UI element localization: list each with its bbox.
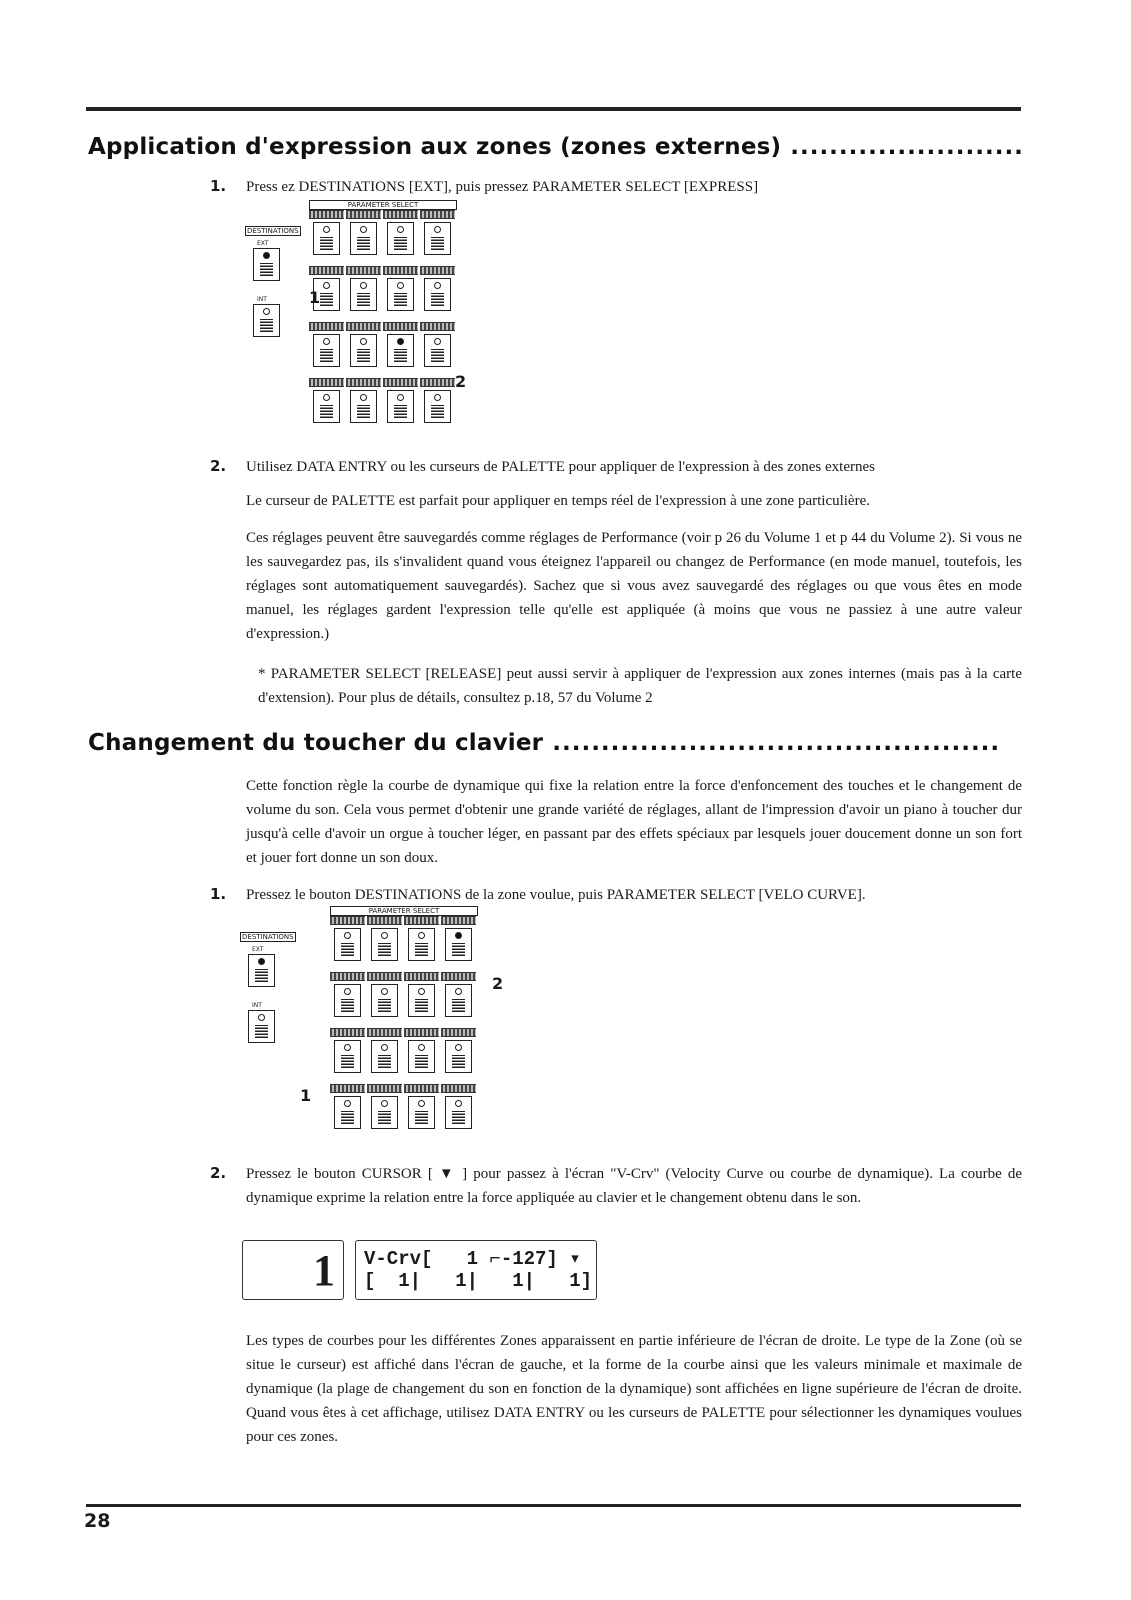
param-label: [309, 210, 344, 219]
param-label: [367, 972, 402, 981]
parameter-select-button[interactable]: [445, 1096, 472, 1129]
parameter-select-button[interactable]: [445, 1040, 472, 1073]
param-label: [330, 1028, 365, 1037]
param-label: [346, 322, 381, 331]
top-rule: [86, 107, 1021, 111]
lcd-zone-type: 1: [313, 1246, 335, 1295]
parameter-select-label: PARAMETER SELECT: [309, 200, 457, 210]
param-label: [404, 1084, 439, 1093]
parameter-select-label: PARAMETER SELECT: [330, 906, 478, 916]
parameter-select-button[interactable]: [313, 390, 340, 423]
paragraph: Les types de courbes pour les différentes Zones apparaissent en partie inférieure de l'écran de droite. Le type de la Zone (où se situe le curseur) est affiché dans l'écran de gauche, et la forme de la courbe ainsi que les valeurs minimale et maximale de dynamique (la plage de changement du son en fonction de la dynamique) sont affichées en ligne supérieure de l'écran de droite. Quand vous êtes à cet affichage, utilisez DATA ENTRY ou les curseurs de PALETTE pour sélectionner les dynamiques voulues pour ces zones.: [246, 1333, 1022, 1445]
paragraph: Ces réglages peuvent être sauvegardés comme réglages de Performance (voir p 26 du Volume 1 et p 44 du Volume 2). Si vous ne les sauvegardez pas, ils s'invalident quand vous éteignez l'appareil ou changez de Performance (en mode manuel, toutefois, les réglages sont automatiquement sauvegardés). Sachez que si vous avez sauvegardé des réglages ou que vous êtes en mode manuel, les réglages gardent l'expression telle qu'elle est appliquée (à moins que vous ne passiez à une autre valeur d'expression.): [246, 530, 1022, 642]
param-label: [383, 266, 418, 275]
param-label: [383, 322, 418, 331]
paragraph: Cette fonction règle la courbe de dynamique qui fixe la relation entre la force d'enfoncement des touches et le changement de volume du son. Cela vous permet d'obtenir une grande variété de réglages, allant de l'impression d'avoir un piano à toucher dur jusqu'à celle d'avoir un orgue à toucher léger, en passant par des effets spéciaux par lesquels jouer doucement donne un son fort et jouer fort donne un son doux.: [246, 778, 1022, 866]
param-label: [441, 916, 476, 925]
param-label: [309, 378, 344, 387]
param-label: [346, 378, 381, 387]
destinations-ext-button[interactable]: [253, 248, 280, 281]
lcd-line-1: V-Crv[ 1 ⌐‐127] ▾: [364, 1248, 581, 1270]
parameter-select-button[interactable]: [408, 928, 435, 961]
int-label: INT: [252, 1002, 262, 1009]
param-label: [330, 1084, 365, 1093]
panel-diagram-velo-curve: [240, 906, 510, 1136]
parameter-select-button[interactable]: [408, 1040, 435, 1073]
parameter-select-button[interactable]: [387, 390, 414, 423]
paragraph: Le curseur de PALETTE est parfait pour appliquer en temps réel de l'expression à une zone particulière.: [246, 493, 870, 509]
parameter-select-button[interactable]: [387, 222, 414, 255]
note: * PARAMETER SELECT [RELEASE] peut aussi servir à appliquer de l'expression aux zones internes (mais pas à la carte d'extension). Pour plus de détails, consultez p.18, 57 du Volume 2: [258, 666, 1022, 706]
parameter-select-button[interactable]: [408, 984, 435, 1017]
param-label: [330, 972, 365, 981]
param-label: [404, 972, 439, 981]
param-label: [346, 210, 381, 219]
param-label: [441, 1028, 476, 1037]
destinations-label: DESTINATIONS: [247, 227, 299, 235]
hand-pointer-1: 1: [309, 288, 321, 307]
parameter-select-button[interactable]: [313, 222, 340, 255]
parameter-select-button[interactable]: [334, 1096, 361, 1129]
panel-diagram-express: [245, 200, 485, 430]
lcd-line-2: [ 1| 1| 1| 1]: [364, 1270, 593, 1292]
step-text: Press ez DESTINATIONS [EXT], puis pressez PARAMETER SELECT [EXPRESS]: [246, 179, 759, 195]
param-label: [367, 916, 402, 925]
param-label: [367, 1028, 402, 1037]
parameter-select-button[interactable]: [350, 334, 377, 367]
parameter-select-button[interactable]: [371, 1040, 398, 1073]
parameter-select-button[interactable]: [424, 222, 451, 255]
parameter-select-button[interactable]: [371, 928, 398, 961]
page-number: 28: [84, 1510, 111, 1532]
parameter-select-button[interactable]: [424, 334, 451, 367]
parameter-select-button[interactable]: [445, 984, 472, 1017]
hand-pointer-2: 2: [455, 372, 467, 391]
param-label: [309, 266, 344, 275]
param-label: [420, 266, 455, 275]
lcd-right-display: [355, 1240, 597, 1300]
parameter-select-button[interactable]: [445, 928, 472, 961]
ext-label: EXT: [252, 946, 264, 953]
parameter-select-button[interactable]: [424, 390, 451, 423]
destinations-label: DESTINATIONS: [242, 933, 294, 941]
step-text: Pressez le bouton CURSOR [ ▼ ] pour passez à l'écran "V-Crv" (Velocity Curve ou courbe de dynamique). La courbe de dynamique exprime la relation entre la force appliquée au clavier et le changement obtenu dans le son.: [246, 1166, 1022, 1206]
parameter-select-button[interactable]: [371, 984, 398, 1017]
parameter-select-button[interactable]: [350, 390, 377, 423]
hand-pointer-2: 2: [492, 974, 504, 993]
parameter-select-button[interactable]: [371, 1096, 398, 1129]
parameter-select-button[interactable]: [350, 222, 377, 255]
parameter-select-button[interactable]: [424, 278, 451, 311]
param-label: [404, 1028, 439, 1037]
param-label: [383, 378, 418, 387]
ext-label: EXT: [257, 240, 269, 247]
param-label: [367, 1084, 402, 1093]
hand-pointer-1: 1: [300, 1086, 312, 1105]
param-label: [330, 916, 365, 925]
param-label: [420, 322, 455, 331]
param-label: [441, 972, 476, 981]
step-number: 1.: [210, 177, 227, 195]
param-label: [420, 378, 455, 387]
param-label: [404, 916, 439, 925]
param-label: [441, 1084, 476, 1093]
parameter-select-button[interactable]: [334, 1040, 361, 1073]
param-label: [309, 322, 344, 331]
parameter-select-button[interactable]: [313, 334, 340, 367]
int-label: INT: [257, 296, 267, 303]
parameter-select-button[interactable]: [387, 334, 414, 367]
param-label: [420, 210, 455, 219]
step-text: Utilisez DATA ENTRY ou les curseurs de PALETTE pour appliquer de l'expression à des zones externes: [246, 459, 875, 475]
step-number: 1.: [210, 885, 227, 903]
section-title-touch: Changement du toucher du clavier ..............................................: [88, 730, 1001, 756]
parameter-select-button[interactable]: [334, 928, 361, 961]
step-number: 2.: [210, 1164, 227, 1182]
param-label: [346, 266, 381, 275]
parameter-select-button[interactable]: [350, 278, 377, 311]
lcd-left-display: [242, 1240, 344, 1300]
destinations-int-button[interactable]: [253, 304, 280, 337]
bottom-rule: [86, 1504, 1021, 1507]
parameter-select-button[interactable]: [334, 984, 361, 1017]
parameter-select-button[interactable]: [408, 1096, 435, 1129]
section-title-expression: Application d'expression aux zones (zones externes) ........................: [88, 134, 1024, 160]
destinations-ext-button[interactable]: [248, 954, 275, 987]
param-label: [383, 210, 418, 219]
step-number: 2.: [210, 457, 227, 475]
step-text: Pressez le bouton DESTINATIONS de la zone voulue, puis PARAMETER SELECT [VELO CURVE].: [246, 887, 866, 903]
parameter-select-button[interactable]: [387, 278, 414, 311]
destinations-int-button[interactable]: [248, 1010, 275, 1043]
